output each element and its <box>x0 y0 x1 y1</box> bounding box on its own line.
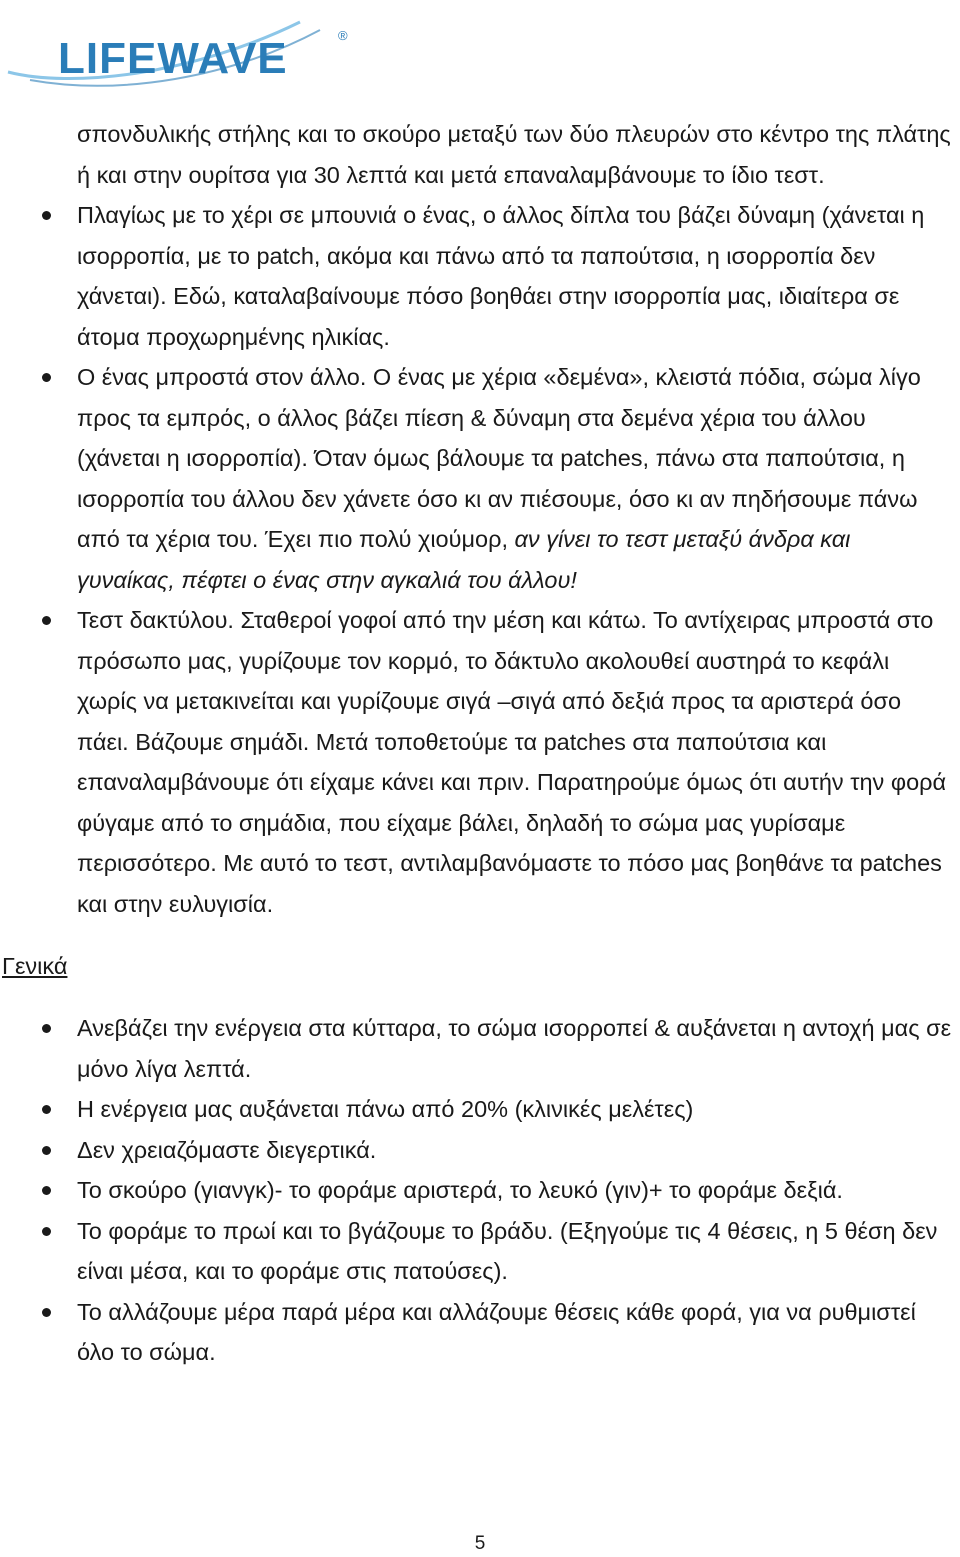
section-heading-general: Γενικά <box>2 953 68 979</box>
test-item-italic-text: αν γίνει το τεστ μεταξύ άνδρα και γυναίκας, πέφτει ο ένας στην αγκαλιά του άλλου! <box>77 526 851 593</box>
test-item-text: Τεστ δακτύλου. Σταθεροί γοφοί από την μέση και κάτω. Το αντίχειρας μπροστά στο πρόσωπο μας, γυρίζουμε τον κορμό, το δάκτυλο ακολουθεί αυστηρά το κεφάλι χωρίς να μετακινείται και γυρίζουμε σιγά –σιγά από δεξιά προς τα αριστερά όσο πάει. Βάζουμε σημάδι. Μετά τοποθετούμε τα patches στα παπούτσια και επαναλαμβάνουμε ότι είχαμε κάνει και πριν. Παρατηρούμε όμως ότι αυτήν την φορά φύγαμε από το σημάδια, που είχαμε βάλει, δηλαδή το σώμα μας γυρίσαμε περισσότερο. Με αυτό το τεστ, αντιλαμβανόμαστε το πόσο μας βοηθάνε τα patches και στην ευλυγισία. <box>77 607 947 917</box>
continuation-paragraph: σπονδυλικής στήλης και το σκούρο μεταξύ των δύο πλευρών στο κέντρο της πλάτης ή και στην ουρίτσα για 30 λεπτά και μετά επαναλαμβάνουμε το ίδιο τεστ. <box>77 121 951 188</box>
lifewave-logo <box>0 0 360 100</box>
test-item-text: Πλαγίως με το χέρι σε μπουνιά ο ένας, ο άλλος δίπλα του βάζει δύναμη (χάνεται η ισορροπία, με το patch, ακόμα και πάνω από τα παπούτσια, η ισορροπία δεν χάνεται). Εδώ, καταλαβαίνουμε πόσο βοηθάει στην ισορροπία μας, ιδιαίτερα σε άτομα προχωρημένης ηλικίας. <box>77 202 925 350</box>
test-item-text: Ο ένας μπροστά στον άλλο. Ο ένας με χέρια «δεμένα», κλειστά πόδια, σώμα λίγο προς τα εμπρός, ο άλλος βάζει πίεση & δύναμη στα δεμένα χέρια του άλλου (χάνεται η ισορροπία). Όταν όμως βάλουμε τα patches, πάνω στα παπούτσια, η ισορροπία του άλλου δεν χάνετε όσο κι αν πιέσουμε, όσο κι αν πηδήσουμε πάνω από τα χέρια του. Έχει πιο πολύ χιούμορ, <box>77 364 921 552</box>
test-item-finger <box>0 600 960 924</box>
general-item: Το αλλάζουμε μέρα παρά μέρα και αλλάζουμε θέσεις κάθε φορά, για να ρυθμιστεί όλο το σώμα. <box>0 1292 960 1373</box>
test-item-balance-front <box>0 357 960 600</box>
general-item: Δεν χρειαζόμαστε διεγερτικά. <box>0 1130 960 1171</box>
general-item: Ανεβάζει την ενέργεια στα κύτταρα, το σώμα ισορροπεί & αυξάνεται η αντοχή μας σε μόνο λίγα λεπτά. <box>0 1008 960 1089</box>
test-item-balance-side <box>0 195 960 357</box>
logo-registered: ® <box>338 28 348 43</box>
general-item: Το φοράμε το πρωί και το βγάζουμε το βράδυ. (Εξηγούμε τις 4 θέσεις, η 5 θέση δεν είναι μέσα, και το φοράμε στις πατούσες). <box>0 1211 960 1292</box>
general-item: Το σκούρο (γιανγκ)- το φοράμε αριστερά, το λευκό (γιν)+ το φοράμε δεξιά. <box>0 1170 960 1211</box>
document-body <box>0 114 960 1373</box>
logo-text: LIFEWAVE <box>58 34 288 83</box>
page-number: 5 <box>474 1533 486 1554</box>
general-item: Η ενέργεια μας αυξάνεται πάνω από 20% (κλινικές μελέτες) <box>0 1089 960 1130</box>
